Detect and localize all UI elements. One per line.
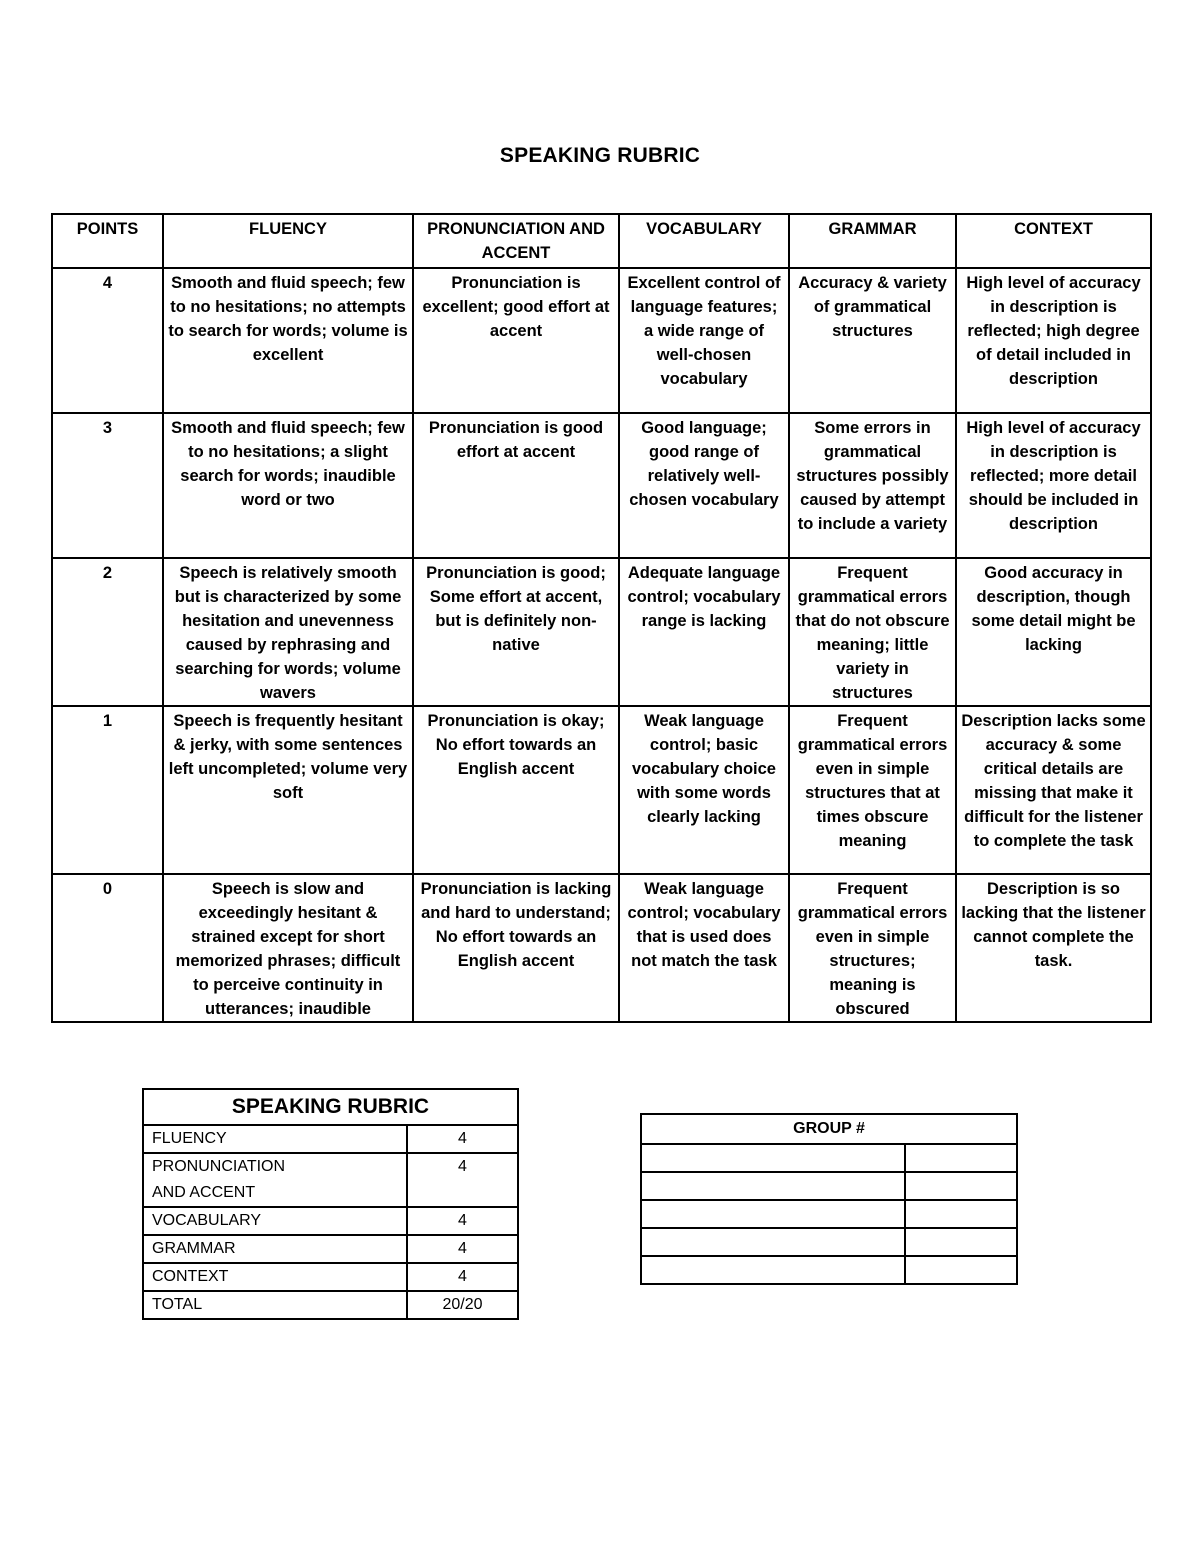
score-total-row	[143, 1291, 518, 1319]
group-row	[641, 1256, 1017, 1284]
context-cell: High level of accuracy in description is reflected; more detail should be included in description	[956, 413, 1151, 558]
score-label: VOCABULARY	[143, 1207, 407, 1235]
vocabulary-cell: Weak language control; basic vocabulary choice with some words clearly lacking	[619, 706, 789, 874]
score-value: 4	[407, 1263, 518, 1291]
group-score-cell[interactable]	[905, 1172, 1017, 1200]
rubric-row	[52, 874, 1151, 1022]
fluency-cell: Smooth and fluid speech; few to no hesitations; no attempts to search for words; volume is excellent	[163, 268, 413, 413]
grammar-cell: Frequent grammatical errors even in simple structures that at times obscure meaning	[789, 706, 956, 874]
group-name-cell[interactable]	[641, 1200, 905, 1228]
points-cell: 4	[52, 268, 163, 413]
header-fluency: FLUENCY	[163, 214, 413, 268]
context-cell: Good accuracy in description, though some detail might be lacking	[956, 558, 1151, 706]
grammar-cell: Accuracy & variety of grammatical structures	[789, 268, 956, 413]
score-value: 4	[407, 1153, 518, 1207]
group-score-cell[interactable]	[905, 1228, 1017, 1256]
rubric-row	[52, 413, 1151, 558]
score-table-title: SPEAKING RUBRIC	[143, 1089, 518, 1125]
group-table	[640, 1113, 1018, 1285]
rubric-row	[52, 268, 1151, 413]
pronunciation-cell: Pronunciation is lacking and hard to understand; No effort towards an English accent	[413, 874, 619, 1022]
score-row	[143, 1153, 518, 1207]
context-cell: Description lacks some accuracy & some critical details are missing that make it difficult for the listener to complete the task	[956, 706, 1151, 874]
fluency-cell: Speech is slow and exceedingly hesitant & strained except for short memorized phrases; difficult to perceive continuity in utterances; inaudible	[163, 874, 413, 1022]
header-vocabulary: VOCABULARY	[619, 214, 789, 268]
score-row	[143, 1263, 518, 1291]
score-label: CONTEXT	[143, 1263, 407, 1291]
fluency-cell: Smooth and fluid speech; few to no hesitations; a slight search for words; inaudible word or two	[163, 413, 413, 558]
header-pronunciation: PRONUNCIATION AND ACCENT	[413, 214, 619, 268]
group-row	[641, 1144, 1017, 1172]
group-score-cell[interactable]	[905, 1144, 1017, 1172]
vocabulary-cell: Good language; good range of relatively well-chosen vocabulary	[619, 413, 789, 558]
pronunciation-cell: Pronunciation is excellent; good effort at accent	[413, 268, 619, 413]
score-value: 4	[407, 1207, 518, 1235]
points-cell: 0	[52, 874, 163, 1022]
pronunciation-cell: Pronunciation is good effort at accent	[413, 413, 619, 558]
context-cell: High level of accuracy in description is reflected; high degree of detail included in description	[956, 268, 1151, 413]
speaking-rubric-table	[51, 213, 1152, 1023]
vocabulary-cell: Adequate language control; vocabulary range is lacking	[619, 558, 789, 706]
group-score-cell[interactable]	[905, 1200, 1017, 1228]
points-cell: 1	[52, 706, 163, 874]
grammar-cell: Frequent grammatical errors that do not obscure meaning; little variety in structures	[789, 558, 956, 706]
score-label: GRAMMAR	[143, 1235, 407, 1263]
points-cell: 3	[52, 413, 163, 558]
score-label: TOTAL	[143, 1291, 407, 1319]
group-table-title: GROUP #	[641, 1114, 1017, 1144]
group-name-cell[interactable]	[641, 1228, 905, 1256]
score-row	[143, 1207, 518, 1235]
fluency-cell: Speech is relatively smooth but is characterized by some hesitation and unevenness caused by rephrasing and searching for words; volume wavers	[163, 558, 413, 706]
points-cell: 2	[52, 558, 163, 706]
score-value: 20/20	[407, 1291, 518, 1319]
score-row	[143, 1125, 518, 1153]
score-value: 4	[407, 1235, 518, 1263]
fluency-cell: Speech is frequently hesitant & jerky, with some sentences left uncompleted; volume very soft	[163, 706, 413, 874]
pronunciation-cell: Pronunciation is good; Some effort at accent, but is definitely non-native	[413, 558, 619, 706]
group-row	[641, 1200, 1017, 1228]
header-context: CONTEXT	[956, 214, 1151, 268]
score-summary-table	[142, 1088, 519, 1320]
group-name-cell[interactable]	[641, 1256, 905, 1284]
rubric-row	[52, 558, 1151, 706]
vocabulary-cell: Excellent control of language features; a wide range of well-chosen vocabulary	[619, 268, 789, 413]
score-row	[143, 1235, 518, 1263]
group-name-cell[interactable]	[641, 1144, 905, 1172]
grammar-cell: Frequent grammatical errors even in simple structures; meaning is obscured	[789, 874, 956, 1022]
group-score-cell[interactable]	[905, 1256, 1017, 1284]
page-title: SPEAKING RUBRIC	[499, 144, 701, 167]
score-label: PRONUNCIATION AND ACCENT	[143, 1153, 407, 1207]
rubric-header-row	[52, 214, 1151, 268]
group-row	[641, 1228, 1017, 1256]
group-name-cell[interactable]	[641, 1172, 905, 1200]
vocabulary-cell: Weak language control; vocabulary that is used does not match the task	[619, 874, 789, 1022]
header-points: POINTS	[52, 214, 163, 268]
header-grammar: GRAMMAR	[789, 214, 956, 268]
grammar-cell: Some errors in grammatical structures possibly caused by attempt to include a variety	[789, 413, 956, 558]
score-label: FLUENCY	[143, 1125, 407, 1153]
pronunciation-cell: Pronunciation is okay; No effort towards an English accent	[413, 706, 619, 874]
context-cell: Description is so lacking that the listener cannot complete the task.	[956, 874, 1151, 1022]
rubric-row	[52, 706, 1151, 874]
score-value: 4	[407, 1125, 518, 1153]
group-row	[641, 1172, 1017, 1200]
